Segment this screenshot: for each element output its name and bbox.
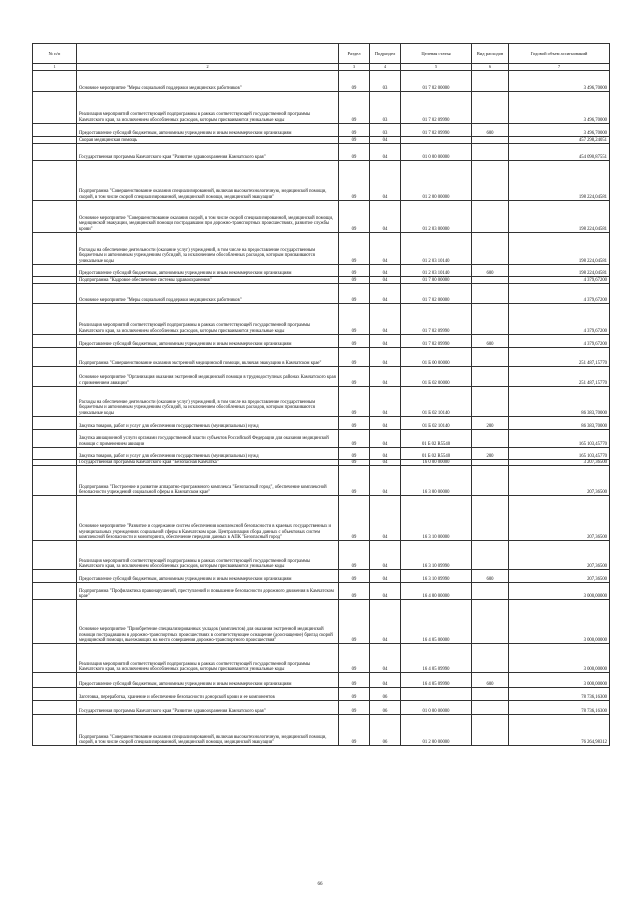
row-number: [33, 701, 77, 715]
row-target-article: 01 7 02 00000: [401, 284, 472, 304]
row-section: 09: [339, 335, 370, 348]
table-row: [33, 673, 610, 688]
row-number: [33, 673, 77, 688]
row-number: [33, 583, 77, 600]
row-section: 09: [339, 92, 370, 124]
row-amount: 207,36500: [509, 541, 610, 570]
column-index: 4: [370, 64, 401, 71]
row-expense-kind: [472, 71, 509, 92]
row-expense-kind: [472, 387, 509, 417]
row-name: Закупка авиационной услуги органами государственной власти субъектов Российской Федерации для оказания медицинской помощи с применением авиации: [77, 430, 339, 448]
table-body: [33, 71, 610, 746]
row-section: 09: [339, 124, 370, 137]
row-number: [33, 387, 77, 417]
table-row: [33, 430, 610, 448]
row-subsection: 04: [370, 570, 401, 583]
row-expense-kind: [472, 583, 509, 600]
row-amount: 165 103,45770: [509, 430, 610, 448]
row-target-article: 01 Б 02 R5540: [401, 448, 472, 460]
row-amount: 251 487,15770: [509, 367, 610, 387]
row-expense-kind: [472, 496, 509, 541]
row-number: [33, 600, 77, 644]
row-amount: 3 496,70000: [509, 92, 610, 124]
row-name: Заготовка, переработка, хранение и обеспечение безопасности донорской крови и ее компонентов: [77, 688, 339, 701]
table-row: [33, 644, 610, 673]
row-name: Предоставление субсидий бюджетным, автономным учреждениям и иным некоммерческим организациям: [77, 124, 339, 137]
row-number: [33, 466, 77, 496]
row-expense-kind: [472, 144, 509, 161]
table-row: [33, 233, 610, 265]
row-name: Скорая медицинская помощь: [77, 137, 339, 144]
row-subsection: 03: [370, 92, 401, 124]
row-expense-kind: 600: [472, 265, 509, 277]
row-subsection: 04: [370, 600, 401, 644]
row-subsection: 04: [370, 265, 401, 277]
table-row: [33, 161, 610, 201]
row-name: Основное мероприятие "Совершенствование оказания скорой, в том числе скорой специализированной, медицинской помощи, медицинской эвакуации, медицинской помощи пострадавшим при дорожно-транспортных происшествиях, развитие службы крови": [77, 201, 339, 233]
row-section: 09: [339, 304, 370, 335]
row-number: [33, 233, 77, 265]
row-target-article: 01 7 02 09990: [401, 92, 472, 124]
row-name: Предоставление субсидий бюджетным, автономным учреждениям и иным некоммерческим организациям: [77, 673, 339, 688]
row-number: [33, 367, 77, 387]
row-target-article: [401, 688, 472, 701]
row-name: Предоставление субсидий бюджетным, автономным учреждениям и иным некоммерческим организациям: [77, 265, 339, 277]
row-section: 09: [339, 583, 370, 600]
header-section: Раздел: [339, 44, 370, 64]
row-amount: 207,36500: [509, 570, 610, 583]
row-section: 09: [339, 284, 370, 304]
table-row: [33, 715, 610, 746]
row-section: 09: [339, 701, 370, 715]
row-section: 09: [339, 448, 370, 460]
budget-table: [32, 43, 610, 746]
row-target-article: 01 2 03 10140: [401, 265, 472, 277]
row-number: [33, 496, 77, 541]
row-subsection: 04: [370, 277, 401, 284]
table-row: [33, 583, 610, 600]
row-number: [33, 448, 77, 460]
row-number: [33, 265, 77, 277]
row-name: Закупка товаров, работ и услуг для обеспечения государственных (муниципальных) нужд: [77, 417, 339, 430]
row-target-article: 01 7 02 09990: [401, 304, 472, 335]
row-subsection: 03: [370, 71, 401, 92]
row-section: 09: [339, 673, 370, 688]
row-expense-kind: [472, 348, 509, 367]
row-section: 09: [339, 688, 370, 701]
row-amount: 86 383,70000: [509, 387, 610, 417]
row-amount: 207,36500: [509, 466, 610, 496]
row-subsection: 06: [370, 688, 401, 701]
row-number: [33, 570, 77, 583]
column-index: 2: [77, 64, 339, 71]
row-number: [33, 541, 77, 570]
row-number: [33, 124, 77, 137]
row-name: Основное мероприятие "Организация оказания экстренной медицинской помощи в труднодоступных районах Камчатского края с применением авиации": [77, 367, 339, 387]
header-expense-kind: Вид расходов: [472, 44, 509, 64]
row-expense-kind: 600: [472, 570, 509, 583]
row-name: Государственная программа Камчатского края "Безопасная Камчатка": [77, 460, 339, 466]
row-target-article: 01 0 00 00000: [401, 144, 472, 161]
row-target-article: 16 0 00 00000: [401, 460, 472, 466]
row-name: Расходы на обеспечение деятельности (оказание услуг) учреждений, в том числе на предоставление государственным бюджетным и автономным учреждениям субсидий, за исключением обособленных расходов, которым присваиваются уникальные коды: [77, 387, 339, 417]
row-amount: 4 379,67200: [509, 304, 610, 335]
row-section: 09: [339, 715, 370, 746]
row-amount: 165 103,45770: [509, 448, 610, 460]
row-section: 09: [339, 233, 370, 265]
row-name: Подпрограмма "Кадровое обеспечение системы здравоохранения": [77, 277, 339, 284]
table-row: [33, 277, 610, 284]
header-name: [77, 44, 339, 64]
row-number: [33, 688, 77, 701]
row-expense-kind: [472, 284, 509, 304]
row-expense-kind: [472, 600, 509, 644]
row-amount: 198 224,04581: [509, 233, 610, 265]
row-subsection: 04: [370, 335, 401, 348]
row-amount: 3 207,36500: [509, 460, 610, 466]
row-amount: 3 496,70000: [509, 124, 610, 137]
row-target-article: 01 7 02 09990: [401, 124, 472, 137]
row-section: 09: [339, 71, 370, 92]
row-amount: 3 000,00000: [509, 600, 610, 644]
row-expense-kind: [472, 466, 509, 496]
row-name: Реализация мероприятий соответствующей подпрограммы в рамках соответствующей государственной программы Камчатского края, за исключением обособленных расходов, которым присваиваются уникальные коды: [77, 92, 339, 124]
row-expense-kind: [472, 304, 509, 335]
row-subsection: 04: [370, 417, 401, 430]
row-section: 09: [339, 201, 370, 233]
table-row: [33, 448, 610, 460]
row-name: Подпрограмма "Построение и развитие аппаратно-программного комплекса "Безопасный город", обеспечение комплексной безопасности учреждений социальной сферы в Камчатском крае": [77, 466, 339, 496]
row-target-article: 16 3 10 00000: [401, 496, 472, 541]
row-section: 09: [339, 496, 370, 541]
row-number: [33, 161, 77, 201]
row-expense-kind: 200: [472, 417, 509, 430]
row-section: 09: [339, 541, 370, 570]
row-expense-kind: 600: [472, 335, 509, 348]
row-section: 09: [339, 277, 370, 284]
row-subsection: 04: [370, 448, 401, 460]
row-name: Основное мероприятие "Приобретение специализированных укладок (комплектов) для оказания экстренной медицинской помощи пострадавшим в дорожно-транспортных происшествиях в соответствующее оснащение (дооснащение) бригад скорой медицинской помощи, выезжающих на место совершения дорожно-транспортного происшествия": [77, 600, 339, 644]
row-section: 09: [339, 460, 370, 466]
row-number: [33, 284, 77, 304]
row-subsection: 04: [370, 673, 401, 688]
row-subsection: 04: [370, 460, 401, 466]
row-amount: 454 090,87551: [509, 144, 610, 161]
row-number: [33, 644, 77, 673]
row-subsection: 04: [370, 430, 401, 448]
row-name: Государственная программа Камчатского края "Развитие здравоохранения Камчатского края": [77, 144, 339, 161]
table-row: [33, 265, 610, 277]
row-number: [33, 137, 77, 144]
row-section: 09: [339, 387, 370, 417]
row-amount: 198 224,04581: [509, 161, 610, 201]
table-row: [33, 201, 610, 233]
row-name: Основное мероприятие "Меры социальной поддержки медицинских работников": [77, 284, 339, 304]
column-index: 1: [33, 64, 77, 71]
row-name: Подпрограмма "Совершенствование оказания экстренной медицинской помощи, включая эвакуацию в Камчатском крае": [77, 348, 339, 367]
row-subsection: 04: [370, 137, 401, 144]
row-target-article: 01 2 00 00000: [401, 715, 472, 746]
row-expense-kind: 200: [472, 448, 509, 460]
row-amount: 78 736,16300: [509, 701, 610, 715]
row-number: [33, 335, 77, 348]
row-target-article: 01 7 02 09990: [401, 335, 472, 348]
row-section: 09: [339, 570, 370, 583]
row-target-article: 01 Б 02 00000: [401, 367, 472, 387]
row-subsection: 04: [370, 466, 401, 496]
row-number: [33, 348, 77, 367]
row-expense-kind: [472, 715, 509, 746]
row-name: Реализация мероприятий соответствующей подпрограммы в рамках соответствующей государственной программы Камчатского края, за исключением обособленных расходов, которым присваиваются уникальные коды: [77, 644, 339, 673]
row-section: 09: [339, 644, 370, 673]
row-subsection: 04: [370, 304, 401, 335]
row-section: 09: [339, 466, 370, 496]
row-subsection: 04: [370, 201, 401, 233]
row-expense-kind: [472, 701, 509, 715]
table-row: [33, 466, 610, 496]
column-index: 7: [509, 64, 610, 71]
row-subsection: 04: [370, 496, 401, 541]
table-row: [33, 496, 610, 541]
table-row: [33, 144, 610, 161]
row-name: Подпрограмма "Совершенствование оказания специализированной, включая высокотехнологичную, медицинской помощи, скорой, в том числе скорой специализированной, медицинской помощи, медицинской эвакуации": [77, 161, 339, 201]
row-section: 09: [339, 417, 370, 430]
row-number: [33, 277, 77, 284]
row-target-article: 16 4 05 09990: [401, 644, 472, 673]
table-row: [33, 570, 610, 583]
page-number: 66: [317, 882, 323, 887]
row-amount: 3 000,00000: [509, 644, 610, 673]
row-name: Предоставление субсидий бюджетным, автономным учреждениям и иным некоммерческим организациям: [77, 335, 339, 348]
row-section: 09: [339, 144, 370, 161]
row-number: [33, 715, 77, 746]
row-name: Предоставление субсидий бюджетным, автономным учреждениям и иным некоммерческим организациям: [77, 570, 339, 583]
row-target-article: 01 Б 02 10140: [401, 417, 472, 430]
table-row: [33, 348, 610, 367]
column-index: 3: [339, 64, 370, 71]
row-number: [33, 417, 77, 430]
row-subsection: 04: [370, 348, 401, 367]
row-target-article: 01 Б 02 R5540: [401, 430, 472, 448]
row-expense-kind: [472, 233, 509, 265]
row-subsection: 04: [370, 367, 401, 387]
row-expense-kind: [472, 161, 509, 201]
row-expense-kind: 600: [472, 124, 509, 137]
row-amount: 198 224,04581: [509, 265, 610, 277]
table-row: [33, 304, 610, 335]
row-subsection: 03: [370, 124, 401, 137]
row-section: 09: [339, 367, 370, 387]
table-row: [33, 688, 610, 701]
row-name: Закупка товаров, работ и услуг для обеспечения государственных (муниципальных) нужд: [77, 448, 339, 460]
table-header-row: [33, 44, 610, 64]
row-subsection: 04: [370, 583, 401, 600]
row-section: 09: [339, 265, 370, 277]
table-row: [33, 600, 610, 644]
row-target-article: 16 4 00 00000: [401, 583, 472, 600]
row-expense-kind: [472, 688, 509, 701]
row-number: [33, 92, 77, 124]
row-number: [33, 71, 77, 92]
row-target-article: 01 7 00 00000: [401, 277, 472, 284]
row-subsection: 04: [370, 233, 401, 265]
header-target-article: Целевая статья: [401, 44, 472, 64]
row-amount: 251 487,15770: [509, 348, 610, 367]
row-target-article: 01 2 03 10140: [401, 233, 472, 265]
row-number: [33, 304, 77, 335]
table-row: [33, 701, 610, 715]
row-target-article: 01 2 00 00000: [401, 161, 472, 201]
row-section: 09: [339, 430, 370, 448]
row-number: [33, 144, 77, 161]
row-subsection: 04: [370, 644, 401, 673]
table-row: [33, 137, 610, 144]
row-section: 09: [339, 137, 370, 144]
row-name: Реализация мероприятий соответствующей подпрограммы в рамках соответствующей государственной программы Камчатского края, за исключением обособленных расходов, которым присваиваются уникальные коды: [77, 541, 339, 570]
row-target-article: 16 3 10 09990: [401, 570, 472, 583]
table-row: [33, 124, 610, 137]
row-target-article: 01 Б 00 00000: [401, 348, 472, 367]
row-name: Реализация мероприятий соответствующей подпрограммы в рамках соответствующей государственной программы Камчатского края, за исключением обособленных расходов, которым присваиваются уникальные коды: [77, 304, 339, 335]
row-expense-kind: 600: [472, 673, 509, 688]
row-subsection: 06: [370, 715, 401, 746]
table-row: [33, 367, 610, 387]
row-section: 09: [339, 348, 370, 367]
row-expense-kind: [472, 430, 509, 448]
row-amount: 86 383,70000: [509, 417, 610, 430]
row-expense-kind: [472, 541, 509, 570]
row-section: 09: [339, 161, 370, 201]
row-target-article: 01 Б 02 10140: [401, 387, 472, 417]
row-name: Подпрограмма "Профилактика правонарушений, преступлений и повышение безопасности дорожного движения в Камчатском крае": [77, 583, 339, 600]
row-section: 09: [339, 600, 370, 644]
row-expense-kind: [472, 92, 509, 124]
row-name: Основное мероприятие "Меры социальной поддержки медицинских работников": [77, 71, 339, 92]
row-number: [33, 201, 77, 233]
table-row: [33, 92, 610, 124]
row-expense-kind: [472, 277, 509, 284]
header-subsection: Подраздел: [370, 44, 401, 64]
table-row: [33, 387, 610, 417]
table-row: [33, 335, 610, 348]
row-expense-kind: [472, 644, 509, 673]
row-target-article: 16 3 00 00000: [401, 466, 472, 496]
column-index: 5: [401, 64, 472, 71]
row-name: Основное мероприятие "Развитие и содержание систем обеспечения комплексной безопасности в краевых государственных и муниципальных учреждениях социальной сферы в Камчатском крае. Централизация сбора данных с объектовых систем комплексной безопасности и мониторинга, обеспечение передачи данных в АПК "Безопасный город": [77, 496, 339, 541]
row-target-article: [401, 137, 472, 144]
row-amount: 4 379,67200: [509, 335, 610, 348]
row-target-article: 01 7 02 00000: [401, 71, 472, 92]
row-amount: 3 000,00000: [509, 583, 610, 600]
row-name: Государственная программа Камчатского края "Развитие здравоохранения Камчатского края": [77, 701, 339, 715]
column-index-row: [33, 64, 610, 71]
row-subsection: 04: [370, 387, 401, 417]
row-name: Подпрограмма "Совершенствование оказания специализированной, включая высокотехнологичную, медицинской помощи, скорой, в том числе скорой специализированной, медицинской помощи, медицинской эвакуации": [77, 715, 339, 746]
row-subsection: 04: [370, 541, 401, 570]
row-target-article: 16 4 05 09990: [401, 673, 472, 688]
row-amount: 76 264,98312: [509, 715, 610, 746]
row-amount: 4 379,67200: [509, 284, 610, 304]
row-amount: 198 224,04581: [509, 201, 610, 233]
row-expense-kind: [472, 201, 509, 233]
row-target-article: 01 0 00 00000: [401, 701, 472, 715]
table-row: [33, 417, 610, 430]
row-target-article: 16 4 05 00000: [401, 600, 472, 644]
row-number: [33, 430, 77, 448]
row-amount: 457 298,24051: [509, 137, 610, 144]
table-row: [33, 284, 610, 304]
row-expense-kind: [472, 367, 509, 387]
row-amount: 3 000,00000: [509, 673, 610, 688]
row-expense-kind: [472, 137, 509, 144]
row-target-article: 16 3 10 09990: [401, 541, 472, 570]
row-amount: 78 736,16300: [509, 688, 610, 701]
row-name: Расходы на обеспечение деятельности (оказание услуг) учреждений, в том числе на предоставление государственным бюджетным и автономным учреждениям субсидий, за исключением обособленных расходов, которым присваиваются уникальные коды: [77, 233, 339, 265]
row-subsection: 04: [370, 284, 401, 304]
table-row: [33, 71, 610, 92]
row-subsection: 04: [370, 161, 401, 201]
row-amount: 207,36500: [509, 496, 610, 541]
row-amount: 4 379,67200: [509, 277, 610, 284]
row-target-article: 01 2 03 00000: [401, 201, 472, 233]
column-index: 6: [472, 64, 509, 71]
table-row: [33, 541, 610, 570]
header-annual-amount: Годовой объем ассигнований: [509, 44, 610, 64]
header-number: № п/п: [33, 44, 77, 64]
row-amount: 3 496,70000: [509, 71, 610, 92]
row-subsection: 04: [370, 144, 401, 161]
row-subsection: 06: [370, 701, 401, 715]
